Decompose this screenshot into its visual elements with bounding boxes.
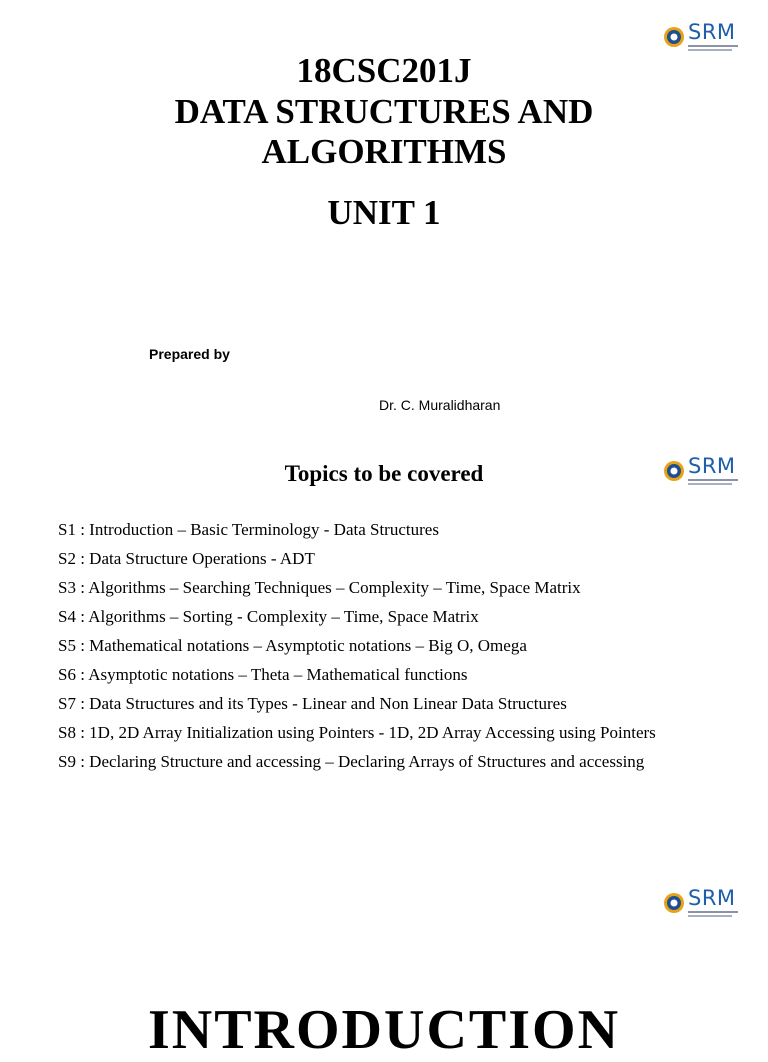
srm-logo-text: SRM bbox=[688, 886, 736, 910]
list-item: S9 : Declaring Structure and accessing – Declaring Arrays of Structures and accessing bbox=[58, 752, 645, 771]
list-item: S6 : Asymptotic notations – Theta – Mathematical functions bbox=[58, 665, 468, 684]
introduction-slide bbox=[0, 880, 768, 1061]
list-item: S7 : Data Structures and its Types - Linear and Non Linear Data Structures bbox=[58, 694, 567, 713]
list-item: S1 : Introduction – Basic Terminology - Data Structures bbox=[58, 520, 439, 539]
list-item: S2 : Data Structure Operations - ADT bbox=[58, 549, 315, 568]
list-item: S5 : Mathematical notations – Asymptotic notations – Big O, Omega bbox=[58, 636, 527, 655]
author-name: Dr. C. Muralidharan bbox=[379, 397, 501, 413]
unit-title: UNIT 1 bbox=[327, 193, 441, 232]
list-item: S3 : Algorithms – Searching Techniques – Complexity – Time, Space Matrix bbox=[58, 578, 581, 597]
topics-slide bbox=[0, 440, 768, 880]
course-title-line2: ALGORITHMS bbox=[261, 132, 507, 171]
title-slide bbox=[0, 0, 768, 440]
srm-logo-text: SRM bbox=[688, 454, 736, 478]
srm-logo bbox=[663, 888, 738, 917]
introduction-heading: INTRODUCTION bbox=[147, 999, 621, 1061]
srm-logo-text: SRM bbox=[688, 20, 736, 44]
srm-logo bbox=[663, 22, 738, 51]
course-code: 18CSC201J bbox=[296, 51, 472, 90]
prepared-by-label: Prepared by bbox=[149, 346, 230, 362]
srm-emblem-icon bbox=[663, 26, 685, 48]
list-item: S8 : 1D, 2D Array Initialization using Pointers - 1D, 2D Array Accessing using Pointers bbox=[58, 723, 656, 742]
topics-list bbox=[58, 520, 708, 781]
list-item: S4 : Algorithms – Sorting - Complexity – Time, Space Matrix bbox=[58, 607, 479, 626]
topics-heading: Topics to be covered bbox=[284, 461, 484, 486]
course-title-line1: DATA STRUCTURES AND bbox=[174, 92, 594, 131]
srm-emblem-icon bbox=[663, 892, 685, 914]
